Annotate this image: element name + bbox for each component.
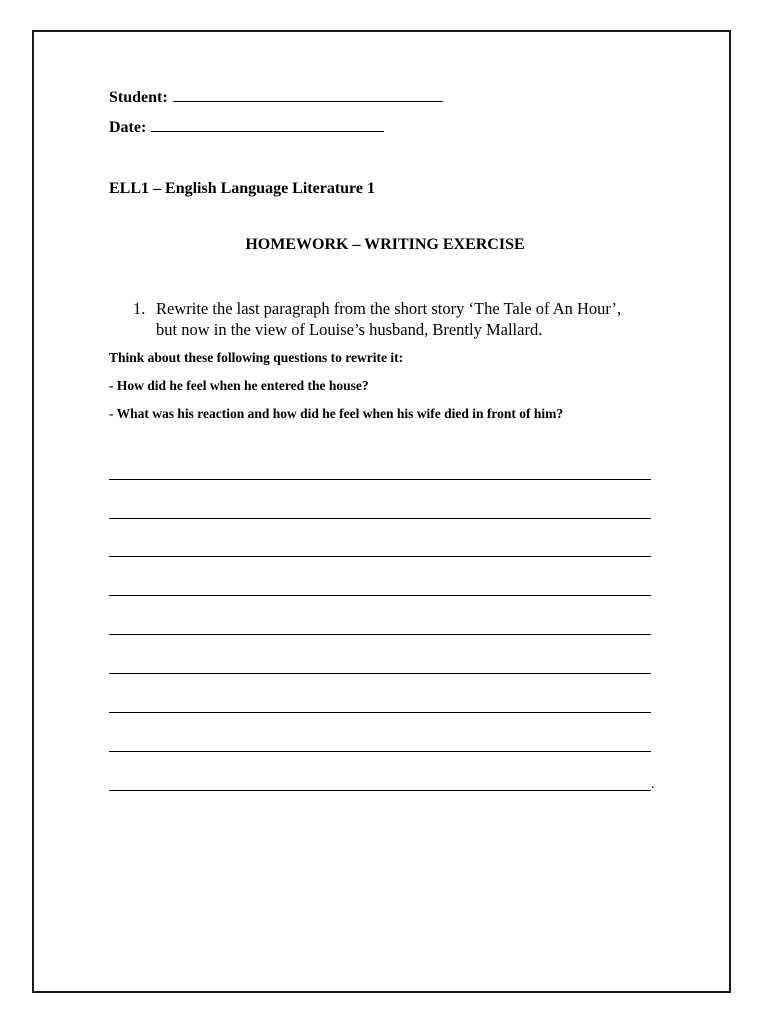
answer-line[interactable]: [109, 751, 651, 752]
answer-line[interactable]: [109, 518, 651, 519]
answer-line[interactable]: [109, 790, 651, 791]
answer-line[interactable]: [109, 634, 651, 635]
date-blank[interactable]: [151, 117, 384, 132]
question-line-1: Rewrite the last paragraph from the short story ‘The Tale of An Hour’,: [156, 299, 622, 318]
answer-line[interactable]: [109, 479, 651, 480]
answer-line[interactable]: [109, 556, 651, 557]
answer-line[interactable]: [109, 712, 651, 713]
student-field: [109, 87, 443, 108]
date-label: Date:: [109, 119, 147, 136]
course-title: ELL1 – English Language Literature 1: [109, 180, 375, 197]
assignment-heading: HOMEWORK – WRITING EXERCISE: [245, 236, 525, 253]
guidance-intro: Think about these following questions to rewrite it:: [109, 350, 404, 365]
question-line-2: but now in the view of Louise’s husband, Brently Mallard.: [156, 320, 543, 339]
student-label: Student:: [109, 89, 168, 106]
page-border: [32, 30, 731, 993]
question-number: 1.: [133, 299, 146, 318]
closing-period: .: [651, 777, 655, 792]
question-item: [133, 298, 693, 340]
guidance-question-2: - What was his reaction and how did he feel when his wife died in front of him?: [109, 406, 564, 421]
date-field: [109, 117, 384, 138]
student-name-blank[interactable]: [173, 87, 443, 102]
answer-line[interactable]: [109, 673, 651, 674]
guidance-question-1: - How did he feel when he entered the house?: [109, 378, 369, 393]
answer-line[interactable]: [109, 595, 651, 596]
